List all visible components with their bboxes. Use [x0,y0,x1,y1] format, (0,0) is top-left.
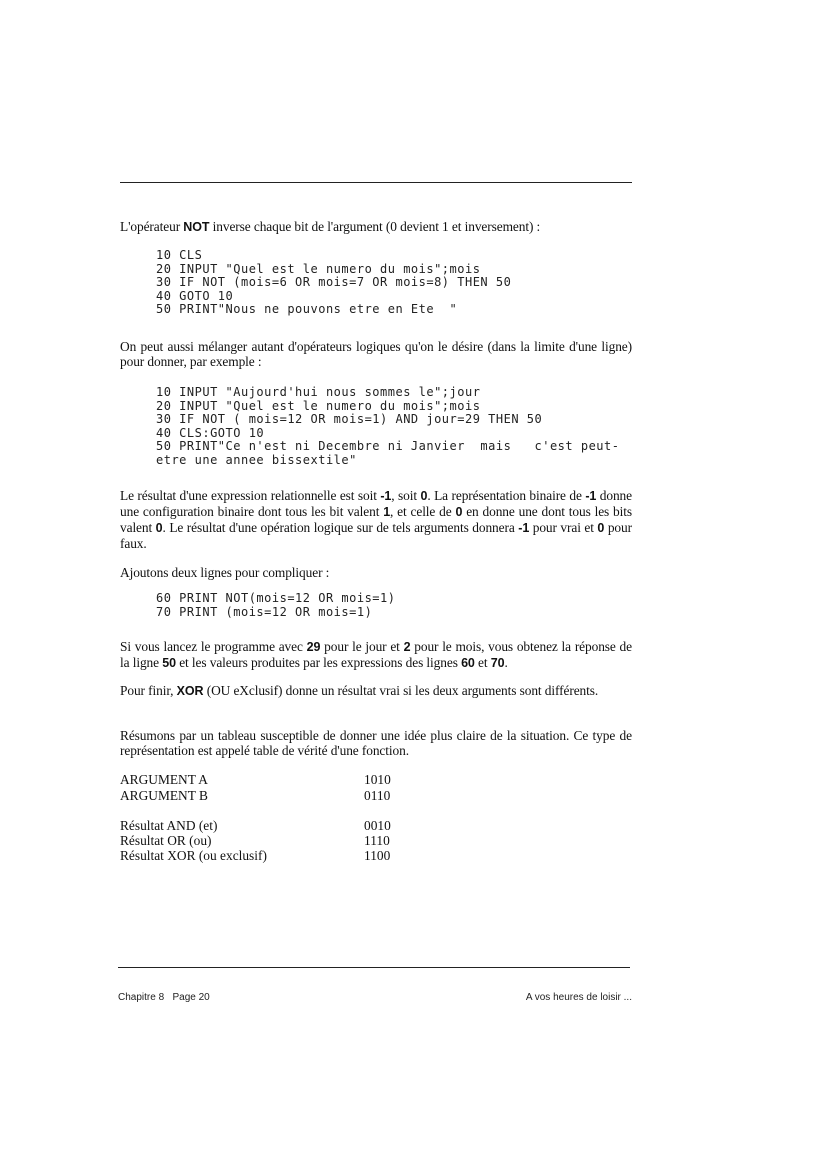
truth-table-value: 1110 [364,833,390,848]
truth-table-value: 1010 [364,772,391,787]
truth-table-label: Résultat OR (ou) [120,833,212,848]
not-text-post: inverse chaque bit de l'argument (0 devient 1 et inversement) : [209,219,541,234]
truth-table-value: 0010 [364,818,391,833]
bottom-rule [118,967,630,968]
not-text-pre: L'opérateur [120,219,184,234]
truth-table-label: Résultat AND (et) [120,818,218,833]
footer-chapter-page: Chapitre 8 Page 20 [118,992,210,1003]
top-rule [120,182,632,183]
footer-book-title: A vos heures de loisir ... [525,992,632,1003]
xor-paragraph: Pour finir, XOR (OU eXclusif) donne un résultat vrai si les deux arguments sont différents. [120,683,599,698]
truth-table-label: ARGUMENT B [120,788,208,803]
result-paragraph: Le résultat d'une expression relationnelle est soit -1, soit 0. La représentation binaire de -1 donne une configuration binaire dont tous les bit valent 1, et celle de 0 en donne une dont tous les bits valent 0. Le résultat d'une opération logique sur de tels arguments donnera -1 pour vrai et 0 pour faux. [120,488,632,551]
not-keyword: NOT [183,220,210,234]
code-listing-1: 10 CLS 20 INPUT "Quel est le numero du mois";mois 30 IF NOT (mois=6 OR mois=7 OR mois=8) THEN 50 40 GOTO 10 50 PRINT"Nous ne pouvons etre en Ete " [156,248,512,316]
code-listing-2: 10 INPUT "Aujourd'hui nous sommes le";jour 20 INPUT "Quel est le numero du mois";mois 30 IF NOT ( mois=12 OR mois=1) AND jour=29 THEN 50 40 CLS:GOTO 10 50 PRINT"Ce n'est ni Decembre ni Janvier mais c'est peut- etre une annee bissextile" [156,385,620,467]
add-lines-paragraph: Ajoutons deux lignes pour compliquer : [120,565,330,580]
truth-table-intro: Résumons par un tableau susceptible de donner une idée plus claire de la situation. Ce type de représentation est appelé table de vérité d'une fonction. [120,728,632,758]
run-paragraph: Si vous lancez le programme avec 29 pour le jour et 2 pour le mois, vous obtenez la réponse de la ligne 50 et les valeurs produites par les expressions des lignes 60 et 70. [120,639,632,670]
truth-table-label: Résultat XOR (ou exclusif) [120,848,267,863]
truth-table-value: 0110 [364,788,391,803]
not-paragraph [120,219,632,235]
truth-table-label: ARGUMENT A [120,772,208,787]
truth-table-value: 1100 [364,848,391,863]
code-listing-3: 60 PRINT NOT(mois=12 OR mois=1) 70 PRINT (mois=12 OR mois=1) [156,591,396,619]
mix-paragraph: On peut aussi mélanger autant d'opérateurs logiques qu'on le désire (dans la limite d'une ligne) pour donner, par exemple : [120,339,632,369]
